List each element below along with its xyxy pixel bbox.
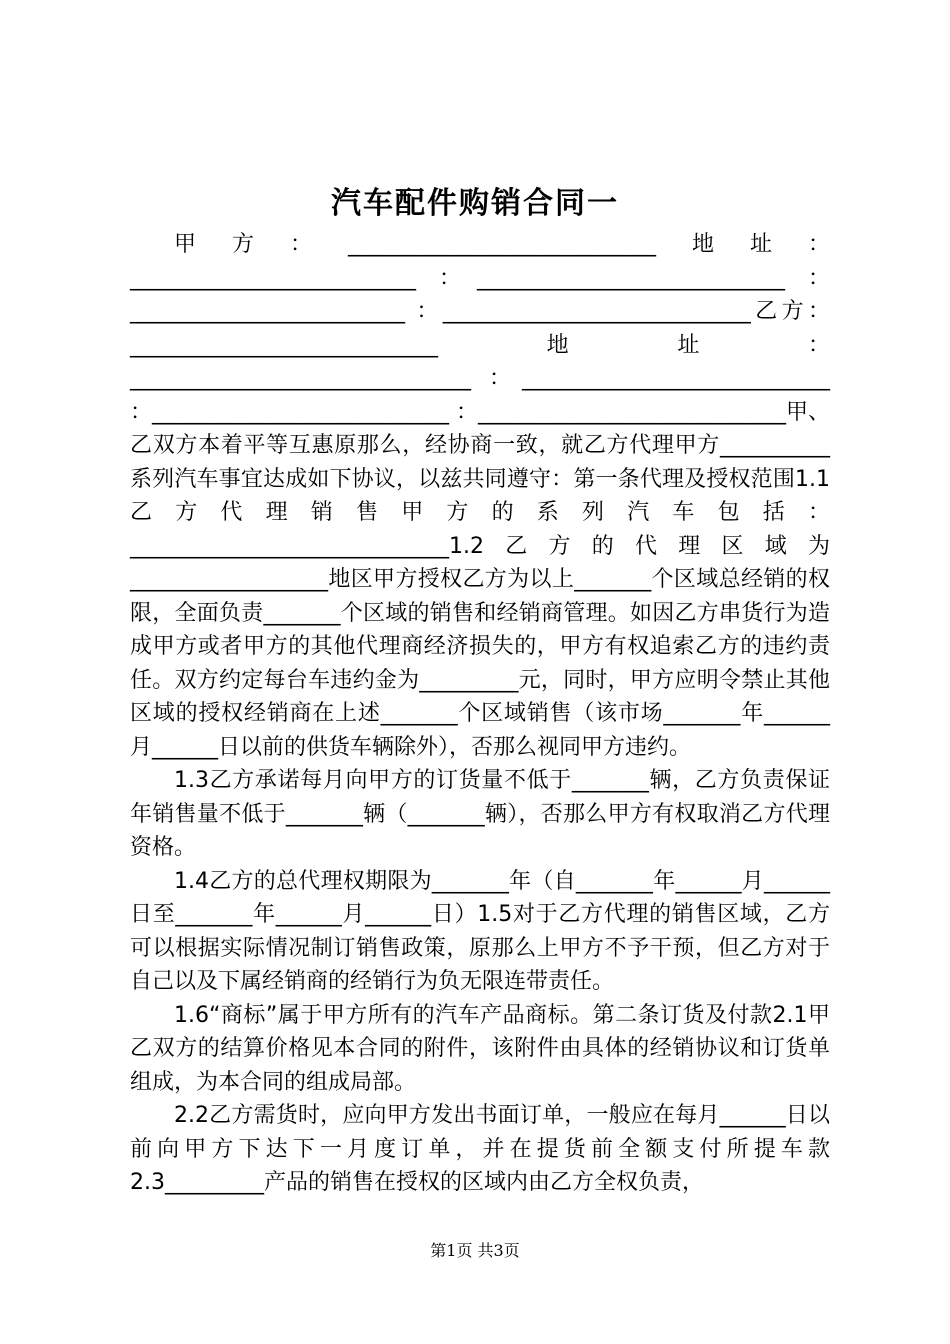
paragraph-1-3: 1.3乙方承诺每月向甲方的订货量不低于_______辆，乙方负责保证年销售量不低于_______辆（_______辆），否那么甲方有权取消乙方代理资格。 [130,768,830,860]
contract-body [130,228,830,1200]
page-footer: 第1页 共3页 [430,1241,520,1260]
paragraph-parties: 甲方：____________________________地址：__________________________ ：____________________________ ：_________________________ ：____________________________乙方：____________________________地址：_______________________________ ：____________________________ ：___________________________ ：____________________________甲、乙双方本着平等互惠原那么，经协商一致，就乙方代理甲方__________系列汽车事宜达成如下协议，以兹共同遵守：第一条代理及授权范围1.1乙方代理销售甲方的系列汽车包括：_____________________________1.2乙方的代理区域为__________________地区甲方授权乙方为以上_______个区域总经销的权限，全面负责_______个区域的销售和经销商管理。如因乙方串货行为造成甲方或者甲方的其他代理商经济损失的，甲方有权追索乙方的违约责任。双方约定每台车违约金为_________元，同时，甲方应明令禁止其他区域的授权经销商在上述_______个区域销售（该市场_______年______月______日以前的供货车辆除外），否那么视同甲方违约。 [130,232,830,760]
paragraph-2-2: 2.2乙方需货时，应向甲方发出书面订单，一般应在每月______日以前向甲方下达下一月度订单，并在提货前全额支付所提车款2.3_________产品的销售在授权的区域内由乙方全权负责， [130,1103,830,1195]
document-title: 汽车配件购销合同一 [331,186,619,221]
paragraph-1-4: 1.4乙方的总代理权期限为_______年（自_______年______月______日至_______年______月______日）1.5对于乙方代理的销售区域，乙方可以根据实际情况制订销售政策，原那么上甲方不予干预，但乙方对于自己以及下属经销商的经销行为负无限连带责任。 [130,868,830,994]
paragraph-1-6: 1.6“商标”属于甲方所有的汽车产品商标。第二条订货及付款2.1甲乙双方的结算价格见本合同的附件，该附件由具体的经销协议和订货单组成，为本合同的组成局部。 [130,1002,830,1095]
